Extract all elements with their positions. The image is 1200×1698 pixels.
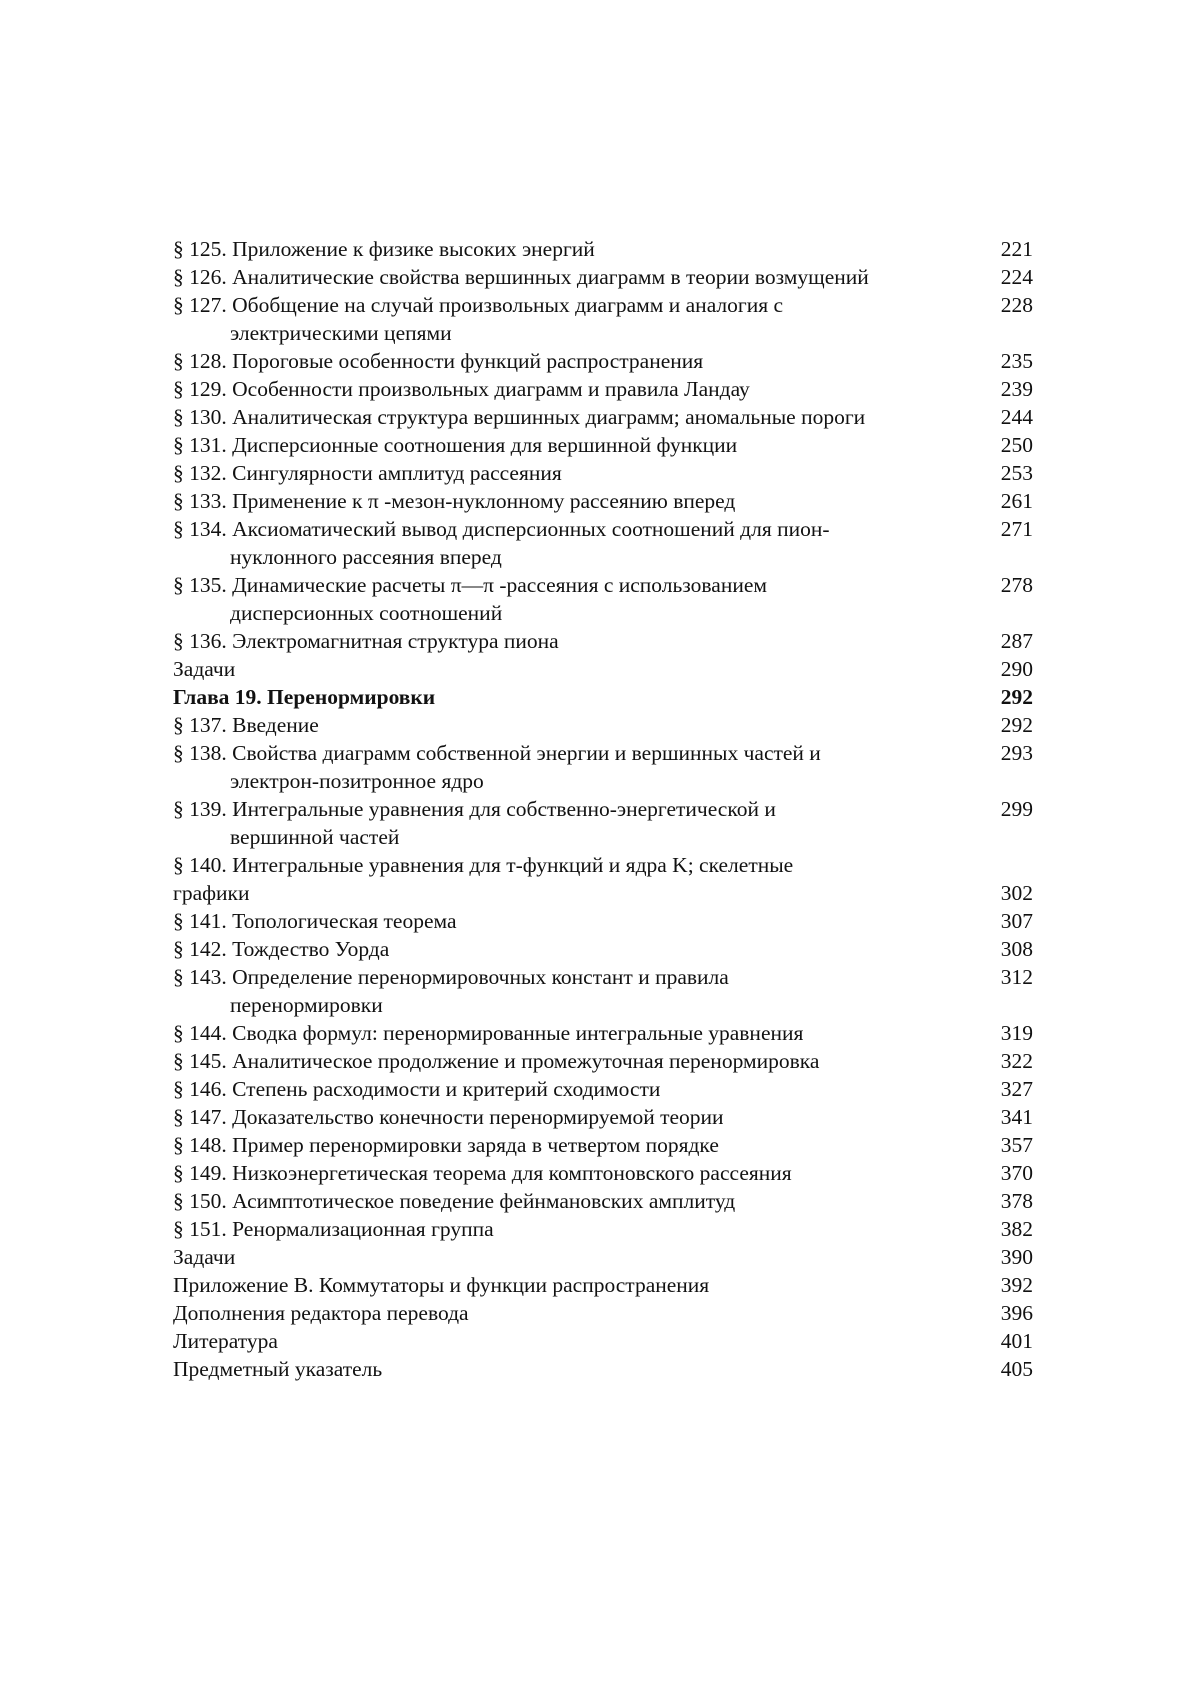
- toc-entry-title-line: § 129. Особенности произвольных диаграмм и правила Ландау: [173, 377, 750, 401]
- toc-entry-page-number: 382: [1000, 1217, 1033, 1241]
- toc-entry: [173, 291, 1033, 347]
- toc-entry: [173, 739, 1033, 795]
- toc-entry-title: [173, 487, 953, 515]
- toc-entry: [173, 711, 1033, 739]
- toc-entry-page-number: 293: [1000, 741, 1033, 765]
- toc-entry: [173, 431, 1033, 459]
- toc-entry: [173, 1019, 1033, 1047]
- toc-entry-page-number: 390: [1000, 1245, 1033, 1269]
- toc-entry-title-line: § 150. Асимптотическое поведение фейнмановских амплитуд: [173, 1189, 736, 1213]
- toc-entry-title-line: дисперсионных соотношений: [230, 601, 503, 625]
- toc-entry: [173, 571, 1033, 627]
- toc-entry-page-number: 287: [1000, 629, 1033, 653]
- toc-entry-page-number: 357: [1000, 1133, 1033, 1157]
- toc-entry-title-line: § 138. Свойства диаграмм собственной энергии и вершинных частей и: [173, 741, 821, 765]
- toc-entry: [173, 935, 1033, 963]
- toc-entry-title: [173, 1243, 953, 1271]
- toc-entry-page-number: 307: [1000, 909, 1033, 933]
- toc-entry-title-line: нуклонного рассеяния вперед: [230, 545, 502, 569]
- toc-entry-page-number: 401: [1000, 1329, 1033, 1353]
- toc-entry-title: [173, 739, 953, 795]
- toc-entry-title: [173, 795, 953, 851]
- toc-entry-title: [173, 1019, 953, 1047]
- toc-entry-title: [173, 851, 953, 907]
- toc-entry: [173, 1355, 1033, 1383]
- toc-entry-page-number: 224: [1000, 265, 1033, 289]
- toc-entry-title: [173, 963, 953, 1019]
- toc-entry-title-line: § 130. Аналитическая структура вершинных диаграмм; аномальные пороги: [173, 405, 866, 429]
- toc-entry: [173, 375, 1033, 403]
- toc-entry-page-number: 244: [1000, 405, 1033, 429]
- toc-entry-page-number: 290: [1000, 657, 1033, 681]
- toc-entry: [173, 263, 1033, 291]
- toc-entry: [173, 851, 1033, 907]
- toc-entry-title: [173, 627, 953, 655]
- toc-entry-title-line: § 141. Топологическая теорема: [173, 909, 457, 933]
- toc-entry-title: [173, 375, 953, 403]
- toc-entry-title: [173, 515, 953, 571]
- toc-entry-title: [173, 459, 953, 487]
- toc-entry-title-line: § 137. Введение: [173, 713, 319, 737]
- toc-entry-page-number: 278: [1000, 573, 1033, 597]
- toc-entry-title-line: § 151. Ренормализационная группа: [173, 1217, 494, 1241]
- toc-entry-title-line: § 144. Сводка формул: перенормированные интегральные уравнения: [173, 1021, 804, 1045]
- toc-entry-title: [173, 1355, 953, 1383]
- toc-entry-page-number: 250: [1000, 433, 1033, 457]
- toc-entry-title: [173, 431, 953, 459]
- toc-entry: [173, 963, 1033, 1019]
- toc-entry: [173, 1215, 1033, 1243]
- toc-entry-title-line: Приложение В. Коммутаторы и функции распространения: [173, 1273, 710, 1297]
- toc-entry-page-number: 370: [1000, 1161, 1033, 1185]
- toc-entry-title: [173, 1215, 953, 1243]
- toc-entry-title: [173, 655, 953, 683]
- toc-entry-title-line: § 148. Пример перенормировки заряда в четвертом порядке: [173, 1133, 719, 1157]
- toc-entry-page-number: 319: [1000, 1021, 1033, 1045]
- toc-entry-title-line: вершинной частей: [230, 825, 400, 849]
- toc-entry-title: [173, 1075, 953, 1103]
- toc-entry-title-line: § 139. Интегральные уравнения для собственно-энергетической и: [173, 797, 776, 821]
- toc-entry: [173, 1159, 1033, 1187]
- toc-entry-title: [173, 1299, 953, 1327]
- toc-entry-title-line: § 125. Приложение к физике высоких энергий: [173, 237, 595, 261]
- toc-entry-title: [173, 1271, 953, 1299]
- toc-entry-title-line: § 134. Аксиоматический вывод дисперсионных соотношений для пион-: [173, 517, 830, 541]
- toc-entry-title: [173, 1047, 953, 1075]
- toc-entry-page-number: 405: [1000, 1357, 1033, 1381]
- toc-entry-page-number: 322: [1000, 1049, 1033, 1073]
- toc-entry-title: [173, 403, 953, 431]
- toc-entry-page-number: 341: [1000, 1105, 1033, 1129]
- toc-entry-page-number: 392: [1000, 1273, 1033, 1297]
- toc-entry: [173, 1103, 1033, 1131]
- toc-entry-page-number: 327: [1000, 1077, 1033, 1101]
- toc-entry: [173, 907, 1033, 935]
- toc-entry-page-number: 253: [1000, 461, 1033, 485]
- toc-entry: [173, 1327, 1033, 1355]
- toc-entry: [173, 515, 1033, 571]
- toc-entry-page-number: 261: [1000, 489, 1033, 513]
- toc-entry: [173, 655, 1033, 683]
- toc-entry-title: [173, 347, 953, 375]
- toc-entry: [173, 487, 1033, 515]
- toc-entry-page-number: 235: [1000, 349, 1033, 373]
- toc-entry-title-line: электрическими цепями: [230, 321, 452, 345]
- toc-entry-title-line: Задачи: [173, 657, 236, 681]
- toc-entry-title: [173, 291, 953, 347]
- toc-entry-title-line: § 132. Сингулярности амплитуд рассеяния: [173, 461, 562, 485]
- toc-entry-page-number: 312: [1000, 965, 1033, 989]
- toc-entry: [173, 1047, 1033, 1075]
- toc-entry-title: [173, 907, 953, 935]
- toc-entry-title: [173, 935, 953, 963]
- toc-entry-title-line: § 127. Обобщение на случай произвольных диаграмм и аналогия с: [173, 293, 784, 317]
- toc-entry-page-number: 299: [1000, 797, 1033, 821]
- toc-entry-title-line: § 126. Аналитические свойства вершинных диаграмм в теории возмущений: [173, 265, 869, 289]
- toc-entry: [173, 459, 1033, 487]
- toc-entry-title: [173, 263, 953, 291]
- toc-chapter-heading: [173, 683, 1033, 711]
- toc-entry-title: [173, 235, 953, 263]
- toc-entry-title: [173, 1103, 953, 1131]
- toc-entry-title-line: § 147. Доказательство конечности перенормируемой теории: [173, 1105, 724, 1129]
- toc-entry-page-number: 239: [1000, 377, 1033, 401]
- toc-entry: [173, 1131, 1033, 1159]
- toc-entry: [173, 795, 1033, 851]
- toc-entry-title-line: графики: [173, 881, 250, 905]
- toc-entry-title-line: § 140. Интегральные уравнения для т-функций и ядра K; скелетные: [173, 853, 794, 877]
- toc-entry-title: [173, 1327, 953, 1355]
- toc-entry-title-line: § 149. Низкоэнергетическая теорема для комптоновского рассеяния: [173, 1161, 792, 1185]
- toc-entry-page-number: 396: [1000, 1301, 1033, 1325]
- toc-entry-page-number: 302: [1000, 881, 1033, 905]
- toc-entry: [173, 627, 1033, 655]
- toc-entry: [173, 1243, 1033, 1271]
- toc-entry-title-line: § 136. Электромагнитная структура пиона: [173, 629, 559, 653]
- toc-entry-title-line: Задачи: [173, 1245, 236, 1269]
- toc-entry-title-line: Предметный указатель: [173, 1357, 383, 1381]
- toc-entry-title-line: Литература: [173, 1329, 278, 1353]
- toc-entry-page-number: 308: [1000, 937, 1033, 961]
- toc-entry-page-number: 292: [1000, 713, 1033, 737]
- toc-entry-title-line: § 133. Применение к π -мезон-нуклонному рассеянию вперед: [173, 489, 736, 513]
- toc-entry-title-line: § 131. Дисперсионные соотношения для вершинной функции: [173, 433, 738, 457]
- toc-entry: [173, 403, 1033, 431]
- toc-entry-title: [173, 683, 953, 711]
- toc-entry-title-line: § 128. Пороговые особенности функций распространения: [173, 349, 704, 373]
- toc-entry-title-line: § 143. Определение перенормировочных констант и правила: [173, 965, 729, 989]
- toc-entry-title: [173, 1187, 953, 1215]
- toc-entry: [173, 235, 1033, 263]
- toc-entry-page-number: 228: [1000, 293, 1033, 317]
- toc-entry-title: [173, 1131, 953, 1159]
- toc-entry-title-line: § 145. Аналитическое продолжение и промежуточная перенормировка: [173, 1049, 820, 1073]
- toc-entry-title-line: § 135. Динамические расчеты π—π -рассеяния с использованием: [173, 573, 767, 597]
- toc-entry-page-number: 292: [1000, 685, 1033, 709]
- toc-entry-title: [173, 1159, 953, 1187]
- toc-entry: [173, 347, 1033, 375]
- toc-entry-title-line: § 142. Тождество Уорда: [173, 937, 390, 961]
- toc-entry-title-line: § 146. Степень расходимости и критерий сходимости: [173, 1077, 661, 1101]
- toc-entry-title-line: Глава 19. Перенормировки: [173, 685, 436, 709]
- toc-entry: [173, 1271, 1033, 1299]
- toc-entry: [173, 1299, 1033, 1327]
- toc-entry-title-line: электрон-позитронное ядро: [230, 769, 484, 793]
- toc-entry-title-line: Дополнения редактора перевода: [173, 1301, 469, 1325]
- toc-entry-title-line: перенормировки: [230, 993, 383, 1017]
- toc-entry: [173, 1187, 1033, 1215]
- toc-entry-page-number: 378: [1000, 1189, 1033, 1213]
- table-of-contents: [173, 235, 1033, 1383]
- toc-entry-page-number: 271: [1000, 517, 1033, 541]
- toc-entry: [173, 1075, 1033, 1103]
- toc-entry-page-number: 221: [1000, 237, 1033, 261]
- toc-entry-title: [173, 571, 953, 627]
- toc-entry-title: [173, 711, 953, 739]
